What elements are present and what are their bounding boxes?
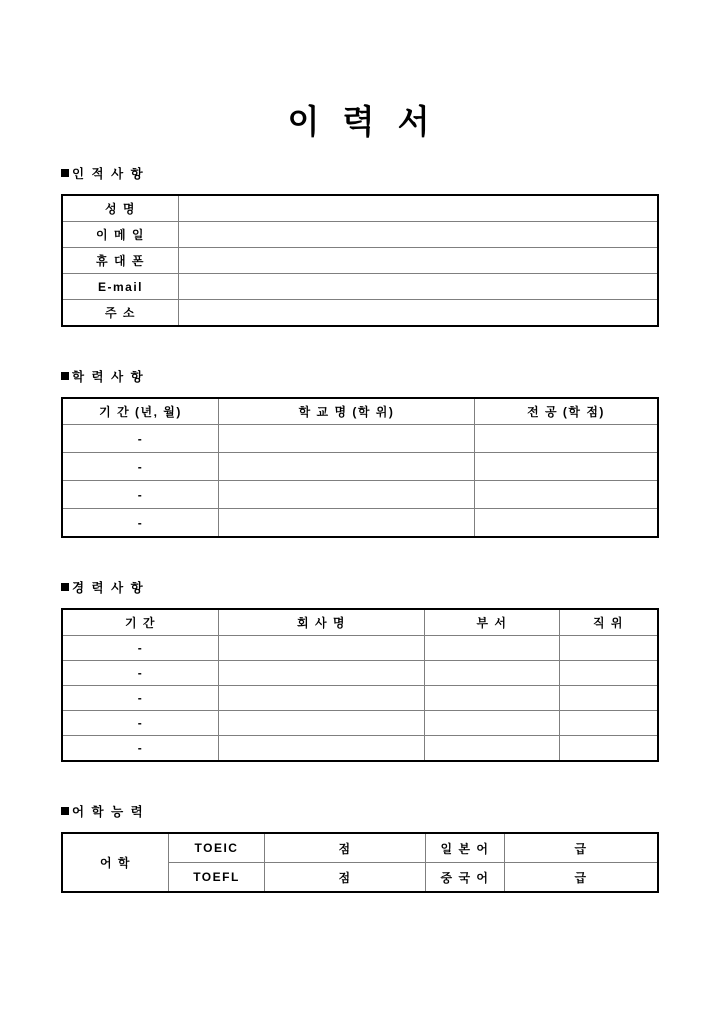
square-bullet-icon bbox=[61, 372, 69, 380]
personal-value-email-kr[interactable] bbox=[179, 222, 659, 248]
career-header-position: 직 위 bbox=[560, 609, 659, 636]
personal-value-address[interactable] bbox=[179, 300, 659, 327]
education-header-major: 전 공 (학 점) bbox=[475, 398, 659, 425]
education-table bbox=[61, 397, 659, 538]
page-title: 이 력 서 bbox=[287, 103, 437, 140]
career-cell-position[interactable] bbox=[560, 661, 659, 686]
personal-value-name[interactable] bbox=[179, 195, 659, 222]
career-header-department: 부 서 bbox=[425, 609, 560, 636]
career-cell-department[interactable] bbox=[425, 736, 560, 762]
table-row bbox=[62, 248, 658, 274]
square-bullet-icon bbox=[61, 807, 69, 815]
career-cell-company[interactable] bbox=[219, 736, 425, 762]
career-cell-position[interactable] bbox=[560, 736, 659, 762]
career-cell-position[interactable] bbox=[560, 711, 659, 736]
table-row bbox=[62, 509, 658, 538]
language-level-japanese[interactable]: 급 bbox=[505, 833, 659, 863]
career-header-period: 기 간 bbox=[62, 609, 219, 636]
square-bullet-icon bbox=[61, 583, 69, 591]
personal-information-table bbox=[61, 194, 659, 327]
language-score-toefl[interactable]: 점 bbox=[265, 863, 426, 893]
language-test-toeic: TOEIC bbox=[169, 833, 265, 863]
table-row bbox=[62, 661, 658, 686]
career-cell-company[interactable] bbox=[219, 661, 425, 686]
table-row bbox=[62, 274, 658, 300]
language-test-toefl: TOEFL bbox=[169, 863, 265, 893]
career-cell-department[interactable] bbox=[425, 661, 560, 686]
education-cell-period[interactable]: - bbox=[62, 509, 219, 538]
table-row bbox=[62, 736, 658, 762]
education-cell-major[interactable] bbox=[475, 453, 659, 481]
language-ability-table bbox=[61, 832, 659, 893]
education-cell-major[interactable] bbox=[475, 425, 659, 453]
personal-label-mobile: 휴 대 폰 bbox=[62, 248, 179, 274]
career-cell-company[interactable] bbox=[219, 686, 425, 711]
career-cell-period[interactable]: - bbox=[62, 661, 219, 686]
language-row-label: 어 학 bbox=[62, 833, 169, 892]
career-cell-company[interactable] bbox=[219, 711, 425, 736]
section-heading-education-label: 학 력 사 항 bbox=[72, 370, 145, 385]
table-row bbox=[62, 481, 658, 509]
section-heading-education bbox=[61, 367, 663, 385]
education-header-period: 기 간 (년, 월) bbox=[62, 398, 219, 425]
education-cell-school[interactable] bbox=[219, 481, 475, 509]
table-header-row bbox=[62, 398, 658, 425]
education-cell-period[interactable]: - bbox=[62, 453, 219, 481]
personal-label-email: E-mail bbox=[62, 274, 179, 300]
career-cell-position[interactable] bbox=[560, 636, 659, 661]
personal-label-name: 성 명 bbox=[62, 195, 179, 222]
section-heading-career bbox=[61, 578, 663, 596]
language-level-chinese[interactable]: 급 bbox=[505, 863, 659, 893]
education-cell-period[interactable]: - bbox=[62, 425, 219, 453]
square-bullet-icon bbox=[61, 169, 69, 177]
personal-value-mobile[interactable] bbox=[179, 248, 659, 274]
career-cell-period[interactable]: - bbox=[62, 736, 219, 762]
section-heading-personal bbox=[61, 164, 663, 182]
career-cell-period[interactable]: - bbox=[62, 636, 219, 661]
education-header-school: 학 교 명 (학 위) bbox=[219, 398, 475, 425]
career-table bbox=[61, 608, 659, 762]
language-name-chinese: 중 국 어 bbox=[426, 863, 505, 893]
career-cell-department[interactable] bbox=[425, 686, 560, 711]
career-cell-department[interactable] bbox=[425, 711, 560, 736]
table-row bbox=[62, 711, 658, 736]
education-cell-school[interactable] bbox=[219, 453, 475, 481]
table-row bbox=[62, 195, 658, 222]
education-cell-major[interactable] bbox=[475, 509, 659, 538]
table-row bbox=[62, 686, 658, 711]
education-cell-major[interactable] bbox=[475, 481, 659, 509]
career-cell-company[interactable] bbox=[219, 636, 425, 661]
section-heading-language bbox=[61, 802, 663, 820]
table-row bbox=[62, 425, 658, 453]
table-row bbox=[62, 636, 658, 661]
table-header-row bbox=[62, 609, 658, 636]
career-cell-period[interactable]: - bbox=[62, 686, 219, 711]
personal-label-email-kr: 이 메 일 bbox=[62, 222, 179, 248]
career-cell-period[interactable]: - bbox=[62, 711, 219, 736]
table-row bbox=[62, 453, 658, 481]
table-row bbox=[62, 833, 658, 863]
career-cell-department[interactable] bbox=[425, 636, 560, 661]
education-cell-period[interactable]: - bbox=[62, 481, 219, 509]
table-row bbox=[62, 222, 658, 248]
section-heading-language-label: 어 학 능 력 bbox=[72, 805, 145, 820]
personal-label-address: 주 소 bbox=[62, 300, 179, 327]
personal-value-email[interactable] bbox=[179, 274, 659, 300]
language-score-toeic[interactable]: 점 bbox=[265, 833, 426, 863]
table-row bbox=[62, 300, 658, 327]
education-cell-school[interactable] bbox=[219, 425, 475, 453]
career-cell-position[interactable] bbox=[560, 686, 659, 711]
career-header-company: 회 사 명 bbox=[219, 609, 425, 636]
language-name-japanese: 일 본 어 bbox=[426, 833, 505, 863]
education-cell-school[interactable] bbox=[219, 509, 475, 538]
section-heading-career-label: 경 력 사 항 bbox=[72, 581, 145, 596]
section-heading-personal-label: 인 적 사 항 bbox=[72, 167, 145, 182]
